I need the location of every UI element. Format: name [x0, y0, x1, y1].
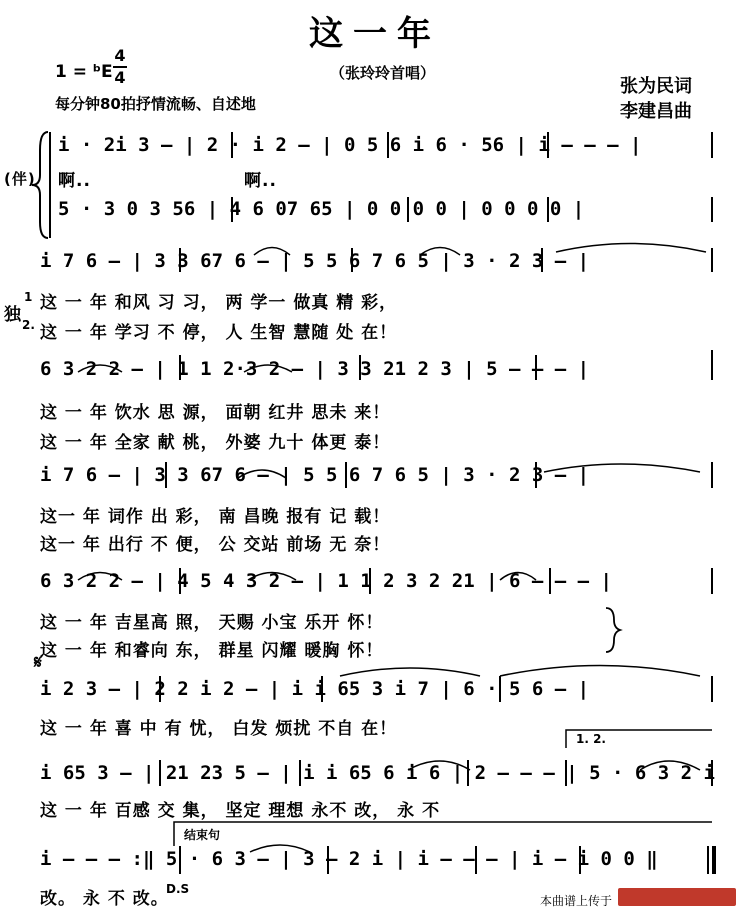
- original-singer: （张玲玲首唱）: [330, 64, 436, 82]
- melody-line-5: 6 3 2 2 – | 4 5 4 3 2 – | 1 1 2 3 2 21 | 6 – – – |: [40, 570, 612, 592]
- melody-line-8: i – – – :‖ 5 · 6 3 – | 3 – 2 i | i – – – | i – i 0 0 ‖: [40, 848, 658, 870]
- lyric-line-8: 改。 永 不 改。: [40, 889, 169, 909]
- melody-line-3: 6 3 2 2 – | 1 1 2·3 2 – | 3 3 21 2 3 | 5 – – – |: [40, 358, 590, 380]
- lyric-line-2a: 这 一 年 和风 习 习， 两 学一 做真 精 彩，: [40, 293, 398, 313]
- site-logo: [618, 888, 736, 906]
- time-denominator: 4: [114, 67, 126, 87]
- lyric-line-3a: 这 一 年 饮水 思 源， 面朝 红井 思未 来！: [40, 403, 391, 423]
- verse2-number: 2.: [22, 318, 35, 332]
- ending-label: 结束句: [184, 828, 221, 842]
- solo-label: 独: [4, 305, 22, 325]
- lyricist: 张为民词: [620, 76, 692, 97]
- song-title: 这一年: [309, 14, 441, 54]
- lyric-line-2b: 这 一 年 学习 不 停， 人 生智 慧随 处 在！: [40, 323, 398, 343]
- intro-lyric-b: 啊..: [244, 171, 277, 191]
- lyric-line-3b: 这 一 年 全家 献 桃， 外婆 九十 体更 泰！: [40, 433, 391, 453]
- lyric-line-5a: 这 一 年 吉星高 照， 天赐 小宝 乐开 怀！: [40, 613, 384, 633]
- lyric-line-4b: 这一 年 出行 不 便， 公 交站 前场 无 奈！: [40, 535, 391, 555]
- melody-line-2: i 7 6 – | 3 3 67 6 – | 5 5 6 7 6 5 | 3 · 2 3 – |: [40, 250, 590, 272]
- melody-line-7: i 65 3 – | 21 23 5 – | i i 65 6 i 6 | 2 – – – | 5 · 6 3 2 i: [40, 762, 715, 784]
- time-numerator: 4: [114, 46, 126, 65]
- lyric-line-7: 这 一 年 百感 交 集， 坚定 理想 永不 改， 永 不: [40, 801, 441, 821]
- lyric-line-6: 这 一 年 喜 中 有 忧， 白发 烦扰 不自 在！: [40, 719, 398, 739]
- tempo-marking: 每分钟80拍抒情流畅、自述地: [55, 95, 256, 113]
- dal-segno: D.S: [166, 882, 190, 896]
- melody-line-4: i 7 6 – | 3 3 67 6 – | 5 5 6 7 6 5 | 3 · 2 3 – |: [40, 464, 590, 486]
- key-signature: 1 = ᵇE: [55, 62, 113, 82]
- footer-note: 本曲谱上传于: [540, 894, 613, 908]
- melody-line-6: i 2 3 – | 2 2 i 2 – | i i 65 3 i 7 | 6 · 5 6 – |: [40, 678, 590, 700]
- volta-label: 1. 2.: [576, 732, 606, 746]
- accompaniment-label: (伴): [4, 170, 36, 188]
- accompaniment-line: 5 · 3 0 3 56 | 4 6 07 65 | 0 0 0 0 | 0 0 0 0 |: [58, 198, 585, 220]
- lyric-line-4a: 这一 年 词作 出 彩， 南 昌晚 报有 记 载！: [40, 507, 391, 527]
- intro-lyric-a: 啊..: [58, 171, 91, 191]
- verse1-number: 1: [24, 290, 33, 304]
- lyric-line-5b: 这 一 年 和睿向 东， 群星 闪耀 暖胸 怀！: [40, 641, 384, 661]
- segno-icon: 𝄋: [34, 652, 42, 673]
- composer: 李建昌曲: [620, 101, 692, 122]
- melody-line-1: i · 2i 3 – | 2 · i 2 – | 0 5 6 i 6 · 56 | i – – – |: [58, 134, 642, 156]
